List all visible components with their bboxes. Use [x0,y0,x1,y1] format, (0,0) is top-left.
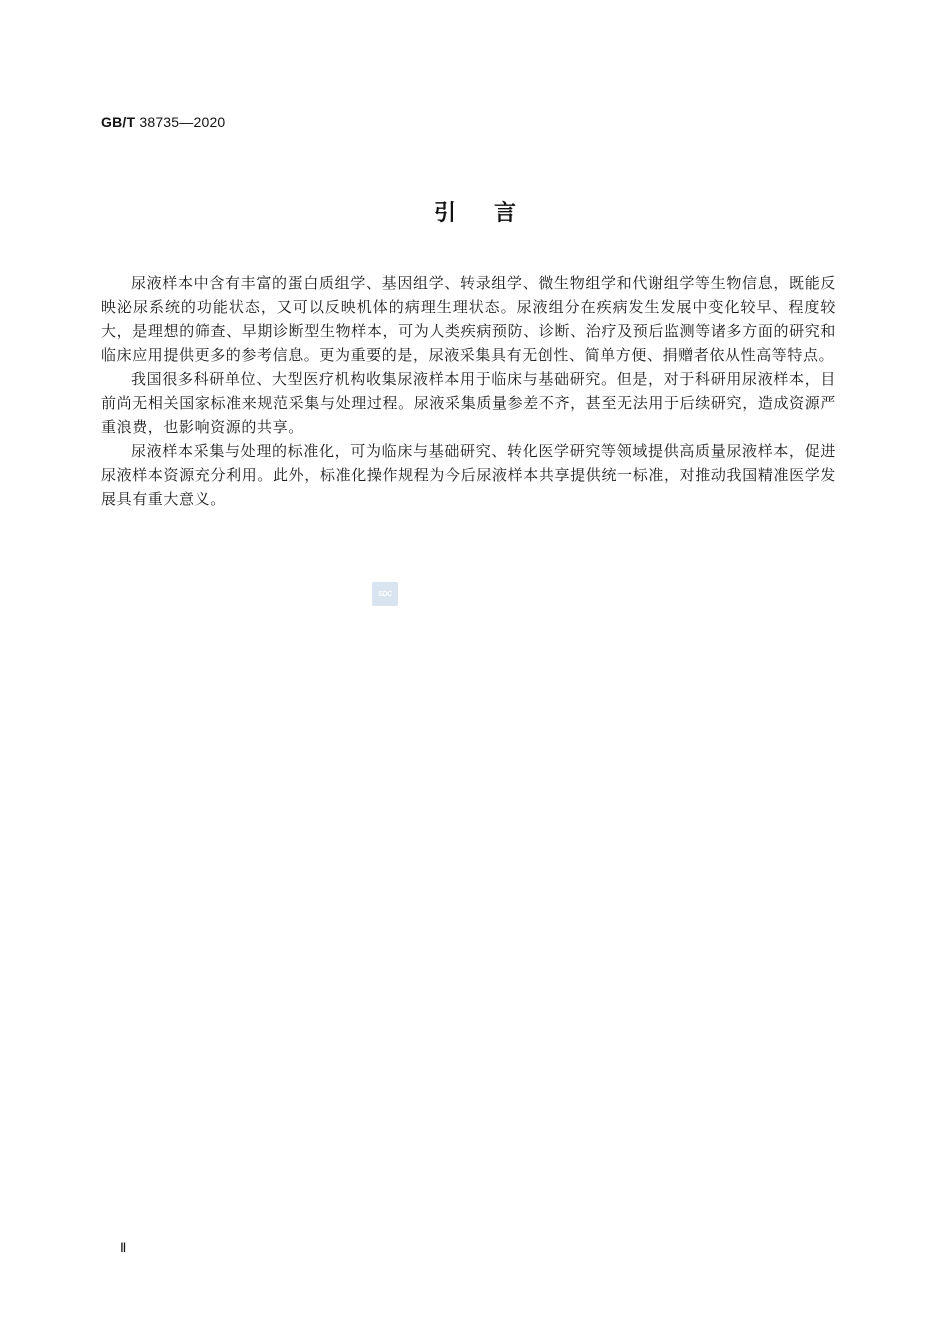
page-number: Ⅱ [120,1240,127,1255]
watermark-text: SDC [378,590,392,598]
paragraph-2: 我国很多科研单位、大型医疗机构收集尿液样本用于临床与基础研究。但是，对于科研用尿液样本，目前尚无相关国家标准来规范采集与处理过程。尿液采集质量参差不齐，甚至无法用于后续研究，造成资源严重浪费，也影响资源的共享。 [101,370,836,436]
paragraph-1: 尿液样本中含有丰富的蛋白质组学、基因组学、转录组学、微生物组学和代谢组学等生物信息，既能反映泌尿系统的功能状态，又可以反映机体的病理生理状态。尿液组分在疾病发生发展中变化较早、程度较大，是理想的筛查、早期诊断型生物样本，可为人类疾病预防、诊断、治疗及预后监测等诸多方面的研究和临床应用提供更多的参考信息。更为重要的是，尿液采集具有无创性、简单方便、捐赠者依从性高等特点。 [101,274,836,364]
watermark-logo [372,582,398,606]
standard-number: 38735—2020 [139,114,226,130]
paragraph-3: 尿液样本采集与处理的标准化，可为临床与基础研究、转化医学研究等领域提供高质量尿液样本，促进尿液样本资源充分利用。此外，标准化操作规程为今后尿液样本共享提供统一标准，对推动我国精准医学发展具有重大意义。 [101,442,836,508]
standard-code [101,114,225,130]
section-title: 引言 [433,201,554,226]
standard-prefix: GB/T [101,114,136,130]
body-text [101,271,836,511]
